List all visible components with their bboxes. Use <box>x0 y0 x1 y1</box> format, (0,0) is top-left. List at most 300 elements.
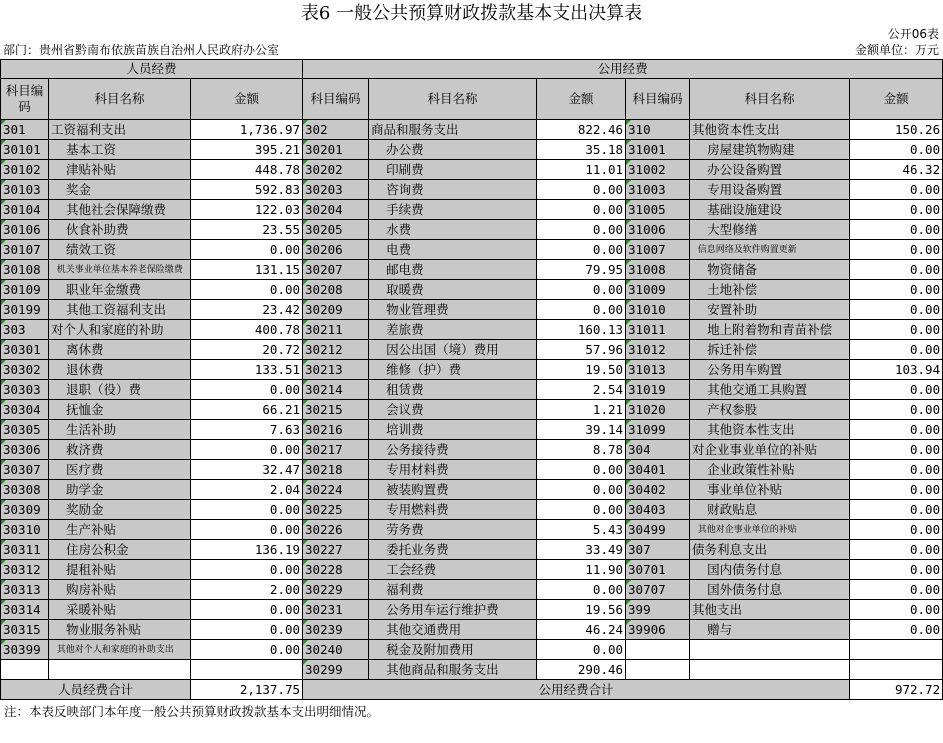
subject-code-cell: 30224 <box>303 480 369 500</box>
amount-cell: 0.00 <box>850 220 943 240</box>
subject-name-cell: 退职（役）费 <box>49 380 191 400</box>
subject-name-cell: 拆迁补偿 <box>690 340 850 360</box>
amount-cell: 32.47 <box>191 460 303 480</box>
table-row <box>1 280 943 300</box>
subject-name-cell: 津贴补贴 <box>49 160 191 180</box>
amount-cell: 0.00 <box>850 560 943 580</box>
subject-name-cell: 信息网络及软件购置更新 <box>690 240 850 260</box>
subject-name-cell: 对企业事业单位的补贴 <box>690 440 850 460</box>
amount-cell: 0.00 <box>191 440 303 460</box>
subject-name-cell: 其他社会保障缴费 <box>49 200 191 220</box>
amount-cell: 0.00 <box>850 300 943 320</box>
amount-cell: 0.00 <box>191 500 303 520</box>
subject-code-cell: 31013 <box>626 360 690 380</box>
subject-name-cell: 税金及附加费用 <box>369 640 537 660</box>
subject-code-cell: 30303 <box>1 380 49 400</box>
subject-name-cell: 国外债务付息 <box>690 580 850 600</box>
subject-name-cell <box>690 640 850 660</box>
table-row <box>1 220 943 240</box>
subject-name-cell: 租赁费 <box>369 380 537 400</box>
table-row <box>1 360 943 380</box>
subject-name-cell: 电费 <box>369 240 537 260</box>
amount-cell: 395.21 <box>191 140 303 160</box>
subject-code-cell: 39906 <box>626 620 690 640</box>
subject-name-cell: 基础设施建设 <box>690 200 850 220</box>
subject-code-cell: 30107 <box>1 240 49 260</box>
subject-name-cell: 抚恤金 <box>49 400 191 420</box>
amount-cell: 0.00 <box>537 240 626 260</box>
table-row <box>1 200 943 220</box>
subject-name-cell: 物业管理费 <box>369 300 537 320</box>
page-title: 表6 一般公共预算财政拨款基本支出决算表 <box>300 3 643 24</box>
amount-cell: 122.03 <box>191 200 303 220</box>
subject-code-cell: 399 <box>626 600 690 620</box>
subject-code-cell: 30214 <box>303 380 369 400</box>
subject-code-cell: 30199 <box>1 300 49 320</box>
subject-code-cell: 30103 <box>1 180 49 200</box>
amount-cell: 0.00 <box>850 240 943 260</box>
unit-label: 金额单位：万元 <box>854 43 939 57</box>
subject-code-cell: 30315 <box>1 620 49 640</box>
table-row <box>1 540 943 560</box>
subject-code-cell: 30213 <box>303 360 369 380</box>
subject-code-cell: 30229 <box>303 580 369 600</box>
subject-code-cell: 31019 <box>626 380 690 400</box>
header-name: 科目名称 <box>369 79 537 120</box>
subject-code-cell: 30204 <box>303 200 369 220</box>
subject-code-cell: 30308 <box>1 480 49 500</box>
amount-cell: 0.00 <box>191 640 303 660</box>
subject-name-cell: 安置补助 <box>690 300 850 320</box>
subject-name-cell: 委托业务费 <box>369 540 537 560</box>
table-row <box>1 240 943 260</box>
table-row <box>1 520 943 540</box>
table-note: 注：本表反映部门本年度一般公共预算财政拨款基本支出明细情况。 <box>4 704 380 719</box>
subject-code-cell: 30225 <box>303 500 369 520</box>
subject-code-cell: 30215 <box>303 400 369 420</box>
subject-code-cell: 30106 <box>1 220 49 240</box>
subject-code-cell: 30314 <box>1 600 49 620</box>
table-row <box>1 460 943 480</box>
amount-cell: 0.00 <box>850 440 943 460</box>
amount-cell: 592.83 <box>191 180 303 200</box>
table-row <box>1 440 943 460</box>
amount-cell <box>850 660 943 680</box>
subject-name-cell: 工会经费 <box>369 560 537 580</box>
subject-name-cell: 差旅费 <box>369 320 537 340</box>
amount-cell: 448.78 <box>191 160 303 180</box>
subject-code-cell: 30102 <box>1 160 49 180</box>
subject-name-cell: 水费 <box>369 220 537 240</box>
amount-cell: 0.00 <box>191 600 303 620</box>
amount-cell: 57.96 <box>537 340 626 360</box>
subject-code-cell: 30299 <box>303 660 369 680</box>
subject-name-cell: 公务用车购置 <box>690 360 850 380</box>
subject-name-cell: 工资福利支出 <box>49 120 191 140</box>
total-public-value: 972.72 <box>850 680 943 700</box>
subject-name-cell: 取暖费 <box>369 280 537 300</box>
amount-cell: 136.19 <box>191 540 303 560</box>
subject-code-cell: 30202 <box>303 160 369 180</box>
amount-cell: 0.00 <box>191 520 303 540</box>
amount-cell: 0.00 <box>850 480 943 500</box>
subject-code-cell: 31012 <box>626 340 690 360</box>
subject-name-cell: 其他支出 <box>690 600 850 620</box>
total-personnel-value: 2,137.75 <box>191 680 303 700</box>
subject-name-cell: 邮电费 <box>369 260 537 280</box>
subject-name-cell: 商品和服务支出 <box>369 120 537 140</box>
subject-name-cell: 其他商品和服务支出 <box>369 660 537 680</box>
subject-name-cell: 专用设备购置 <box>690 180 850 200</box>
subject-code-cell: 304 <box>626 440 690 460</box>
subject-name-cell: 专用材料费 <box>369 460 537 480</box>
subject-code-cell: 30216 <box>303 420 369 440</box>
subject-code-cell: 30208 <box>303 280 369 300</box>
header-name: 科目名称 <box>49 79 191 120</box>
amount-cell: 33.49 <box>537 540 626 560</box>
subject-name-cell: 地上附着物和青苗补偿 <box>690 320 850 340</box>
subject-code-cell: 30707 <box>626 580 690 600</box>
subject-code-cell: 31002 <box>626 160 690 180</box>
subject-code-cell: 30499 <box>626 520 690 540</box>
table-row <box>1 140 943 160</box>
subject-code-cell: 30239 <box>303 620 369 640</box>
amount-cell <box>191 660 303 680</box>
subject-name-cell: 救济费 <box>49 440 191 460</box>
amount-cell: 66.21 <box>191 400 303 420</box>
header-amount: 金额 <box>850 79 943 120</box>
subject-name-cell: 伙食补助费 <box>49 220 191 240</box>
subject-name-cell: 购房补贴 <box>49 580 191 600</box>
subject-code-cell: 30209 <box>303 300 369 320</box>
group-public-header: 公用经费 <box>303 60 943 79</box>
subject-code-cell: 30217 <box>303 440 369 460</box>
subject-name-cell: 债务利息支出 <box>690 540 850 560</box>
subject-code-cell <box>626 640 690 660</box>
subject-name-cell: 办公费 <box>369 140 537 160</box>
amount-cell: 20.72 <box>191 340 303 360</box>
subject-name-cell: 因公出国（境）费用 <box>369 340 537 360</box>
subject-name-cell: 其他资本性支出 <box>690 120 850 140</box>
subject-code-cell: 30207 <box>303 260 369 280</box>
subject-code-cell: 31005 <box>626 200 690 220</box>
amount-cell: 0.00 <box>191 240 303 260</box>
subject-code-cell <box>626 660 690 680</box>
amount-cell: 0.00 <box>850 140 943 160</box>
subject-code-cell: 30402 <box>626 480 690 500</box>
table-row <box>1 600 943 620</box>
subject-name-cell: 其他资本性支出 <box>690 420 850 440</box>
subject-code-cell: 30101 <box>1 140 49 160</box>
subject-name-cell: 其他交通工具购置 <box>690 380 850 400</box>
amount-cell: 0.00 <box>537 580 626 600</box>
amount-cell: 11.01 <box>537 160 626 180</box>
subject-code-cell: 30227 <box>303 540 369 560</box>
subject-name-cell: 会议费 <box>369 400 537 420</box>
total-public-label: 公用经费合计 <box>303 680 850 700</box>
department-label: 部门：贵州省黔南布依族苗族自治州人民政府办公室 <box>3 43 280 57</box>
table-body <box>1 120 943 680</box>
subject-code-cell: 30399 <box>1 640 49 660</box>
subject-name-cell: 生活补助 <box>49 420 191 440</box>
subject-name-cell: 福利费 <box>369 580 537 600</box>
amount-cell: 133.51 <box>191 360 303 380</box>
amount-cell: 400.78 <box>191 320 303 340</box>
subject-code-cell: 31099 <box>626 420 690 440</box>
amount-cell: 0.00 <box>850 420 943 440</box>
table-row <box>1 560 943 580</box>
subject-name-cell: 其他交通费用 <box>369 620 537 640</box>
table-row <box>1 420 943 440</box>
header-code: 科目编码 <box>626 79 690 120</box>
subject-code-cell: 30309 <box>1 500 49 520</box>
total-personnel-label: 人员经费合计 <box>1 680 191 700</box>
subject-name-cell: 国内债务付息 <box>690 560 850 580</box>
subject-name-cell: 基本工资 <box>49 140 191 160</box>
amount-cell: 0.00 <box>537 480 626 500</box>
amount-cell: 0.00 <box>191 560 303 580</box>
subject-name-cell: 生产补贴 <box>49 520 191 540</box>
subject-name-cell: 奖励金 <box>49 500 191 520</box>
subject-name-cell: 职业年金缴费 <box>49 280 191 300</box>
subject-code-cell: 30307 <box>1 460 49 480</box>
amount-cell: 0.00 <box>850 200 943 220</box>
subject-name-cell: 咨询费 <box>369 180 537 200</box>
amount-cell: 0.00 <box>850 400 943 420</box>
subject-code-cell: 303 <box>1 320 49 340</box>
subject-name-cell: 维修（护）费 <box>369 360 537 380</box>
amount-cell: 46.24 <box>537 620 626 640</box>
amount-cell: 5.43 <box>537 520 626 540</box>
subject-code-cell: 30218 <box>303 460 369 480</box>
subject-code-cell: 31008 <box>626 260 690 280</box>
table-row <box>1 620 943 640</box>
amount-cell: 0.00 <box>850 460 943 480</box>
subject-code-cell: 31011 <box>626 320 690 340</box>
subject-name-cell: 物资储备 <box>690 260 850 280</box>
subject-name-cell: 对个人和家庭的补助 <box>49 320 191 340</box>
table-row <box>1 260 943 280</box>
subject-name-cell: 奖金 <box>49 180 191 200</box>
subject-code-cell: 30104 <box>1 200 49 220</box>
subject-name-cell: 劳务费 <box>369 520 537 540</box>
subject-code-cell: 30228 <box>303 560 369 580</box>
table-row <box>1 500 943 520</box>
amount-cell: 0.00 <box>537 300 626 320</box>
header-name: 科目名称 <box>690 79 850 120</box>
amount-cell: 11.90 <box>537 560 626 580</box>
subject-code-cell: 30206 <box>303 240 369 260</box>
amount-cell: 0.00 <box>850 580 943 600</box>
subject-code-cell: 30305 <box>1 420 49 440</box>
subject-code-cell: 302 <box>303 120 369 140</box>
amount-cell: 160.13 <box>537 320 626 340</box>
amount-cell: 103.94 <box>850 360 943 380</box>
header-code: 科目编码 <box>1 79 49 120</box>
table-row <box>1 480 943 500</box>
subject-name-cell: 绩效工资 <box>49 240 191 260</box>
subject-code-cell: 30401 <box>626 460 690 480</box>
subject-code-cell: 30301 <box>1 340 49 360</box>
subject-name-cell: 赠与 <box>690 620 850 640</box>
subject-code-cell: 31003 <box>626 180 690 200</box>
amount-cell: 0.00 <box>191 380 303 400</box>
subject-code-cell: 31007 <box>626 240 690 260</box>
subject-name-cell: 其他对企事业单位的补贴 <box>690 520 850 540</box>
table-row <box>1 120 943 140</box>
table-row <box>1 300 943 320</box>
subject-code-cell: 30109 <box>1 280 49 300</box>
subject-code-cell: 30701 <box>626 560 690 580</box>
subject-name-cell: 医疗费 <box>49 460 191 480</box>
amount-cell: 0.00 <box>537 460 626 480</box>
amount-cell: 1.21 <box>537 400 626 420</box>
subject-code-cell: 30306 <box>1 440 49 460</box>
amount-cell: 290.46 <box>537 660 626 680</box>
subject-name-cell: 财政贴息 <box>690 500 850 520</box>
table-row <box>1 380 943 400</box>
subject-name-cell: 被装购置费 <box>369 480 537 500</box>
table-row <box>1 340 943 360</box>
subject-name-cell: 企业政策性补贴 <box>690 460 850 480</box>
subject-name-cell <box>690 660 850 680</box>
amount-cell: 131.15 <box>191 260 303 280</box>
header-amount: 金额 <box>191 79 303 120</box>
table-row <box>1 640 943 660</box>
subject-code-cell: 30312 <box>1 560 49 580</box>
table-row <box>1 180 943 200</box>
subject-name-cell: 房屋建筑物购建 <box>690 140 850 160</box>
amount-cell: 0.00 <box>850 520 943 540</box>
subject-code-cell: 301 <box>1 120 49 140</box>
amount-cell: 0.00 <box>850 540 943 560</box>
subject-code-cell: 30310 <box>1 520 49 540</box>
subject-name-cell: 公务接待费 <box>369 440 537 460</box>
amount-cell: 23.42 <box>191 300 303 320</box>
subject-code-cell: 310 <box>626 120 690 140</box>
amount-cell: 0.00 <box>537 180 626 200</box>
subject-code-cell <box>1 660 49 680</box>
subject-code-cell: 30304 <box>1 400 49 420</box>
amount-cell: 0.00 <box>850 340 943 360</box>
amount-cell: 7.63 <box>191 420 303 440</box>
subject-name-cell: 提租补贴 <box>49 560 191 580</box>
amount-cell: 19.56 <box>537 600 626 620</box>
amount-cell: 19.50 <box>537 360 626 380</box>
subject-name-cell: 其他工资福利支出 <box>49 300 191 320</box>
subject-name-cell: 土地补偿 <box>690 280 850 300</box>
amount-cell: 2.00 <box>191 580 303 600</box>
amount-cell: 0.00 <box>537 500 626 520</box>
subject-name-cell <box>49 660 191 680</box>
subject-code-cell: 31020 <box>626 400 690 420</box>
header-code: 科目编码 <box>303 79 369 120</box>
subject-name-cell: 产权参股 <box>690 400 850 420</box>
subject-name-cell: 采暖补贴 <box>49 600 191 620</box>
subject-code-cell: 31010 <box>626 300 690 320</box>
amount-cell: 0.00 <box>191 280 303 300</box>
amount-cell: 150.26 <box>850 120 943 140</box>
subject-code-cell: 30211 <box>303 320 369 340</box>
amount-cell: 0.00 <box>850 320 943 340</box>
amount-cell: 0.00 <box>850 620 943 640</box>
table-row <box>1 160 943 180</box>
subject-name-cell: 印刷费 <box>369 160 537 180</box>
amount-cell: 0.00 <box>850 260 943 280</box>
subject-name-cell: 其他对个人和家庭的补助支出 <box>49 640 191 660</box>
amount-cell: 0.00 <box>850 280 943 300</box>
subject-name-cell: 事业单位补贴 <box>690 480 850 500</box>
table-row <box>1 660 943 680</box>
subject-code-cell: 30203 <box>303 180 369 200</box>
amount-cell: 0.00 <box>537 280 626 300</box>
amount-cell: 0.00 <box>850 180 943 200</box>
amount-cell: 2.04 <box>191 480 303 500</box>
amount-cell: 79.95 <box>537 260 626 280</box>
amount-cell: 46.32 <box>850 160 943 180</box>
subject-code-cell: 30212 <box>303 340 369 360</box>
subject-name-cell: 手续费 <box>369 200 537 220</box>
subject-name-cell: 助学金 <box>49 480 191 500</box>
subject-name-cell: 专用燃料费 <box>369 500 537 520</box>
subject-name-cell: 公务用车运行维护费 <box>369 600 537 620</box>
subject-code-cell: 31009 <box>626 280 690 300</box>
subject-name-cell: 住房公积金 <box>49 540 191 560</box>
amount-cell: 0.00 <box>850 500 943 520</box>
header-amount: 金额 <box>537 79 626 120</box>
amount-cell: 0.00 <box>850 380 943 400</box>
subject-name-cell: 离休费 <box>49 340 191 360</box>
subject-name-cell: 大型修缮 <box>690 220 850 240</box>
subject-code-cell: 30205 <box>303 220 369 240</box>
amount-cell: 0.00 <box>537 220 626 240</box>
table-row <box>1 320 943 340</box>
group-personnel-header: 人员经费 <box>1 60 303 79</box>
subject-code-cell: 307 <box>626 540 690 560</box>
subject-code-cell: 30311 <box>1 540 49 560</box>
subject-code-cell: 31001 <box>626 140 690 160</box>
subject-name-cell: 物业服务补贴 <box>49 620 191 640</box>
subject-code-cell: 30403 <box>626 500 690 520</box>
subject-name-cell: 机关事业单位基本养老保险缴费 <box>49 260 191 280</box>
form-code: 公开06表 <box>887 27 939 41</box>
subject-code-cell: 30240 <box>303 640 369 660</box>
subject-name-cell: 退休费 <box>49 360 191 380</box>
amount-cell: 0.00 <box>537 200 626 220</box>
subject-code-cell: 30313 <box>1 580 49 600</box>
subject-code-cell: 31006 <box>626 220 690 240</box>
expenditure-table <box>0 59 943 700</box>
amount-cell: 35.18 <box>537 140 626 160</box>
amount-cell: 39.14 <box>537 420 626 440</box>
amount-cell: 8.78 <box>537 440 626 460</box>
subject-code-cell: 30231 <box>303 600 369 620</box>
amount-cell: 0.00 <box>537 640 626 660</box>
subject-code-cell: 30226 <box>303 520 369 540</box>
amount-cell <box>850 640 943 660</box>
amount-cell: 0.00 <box>850 600 943 620</box>
amount-cell: 822.46 <box>537 120 626 140</box>
subject-name-cell: 办公设备购置 <box>690 160 850 180</box>
amount-cell: 23.55 <box>191 220 303 240</box>
subject-code-cell: 30201 <box>303 140 369 160</box>
subject-name-cell: 培训费 <box>369 420 537 440</box>
amount-cell: 2.54 <box>537 380 626 400</box>
amount-cell: 0.00 <box>191 620 303 640</box>
amount-cell: 1,736.97 <box>191 120 303 140</box>
table-row <box>1 580 943 600</box>
table-row <box>1 400 943 420</box>
